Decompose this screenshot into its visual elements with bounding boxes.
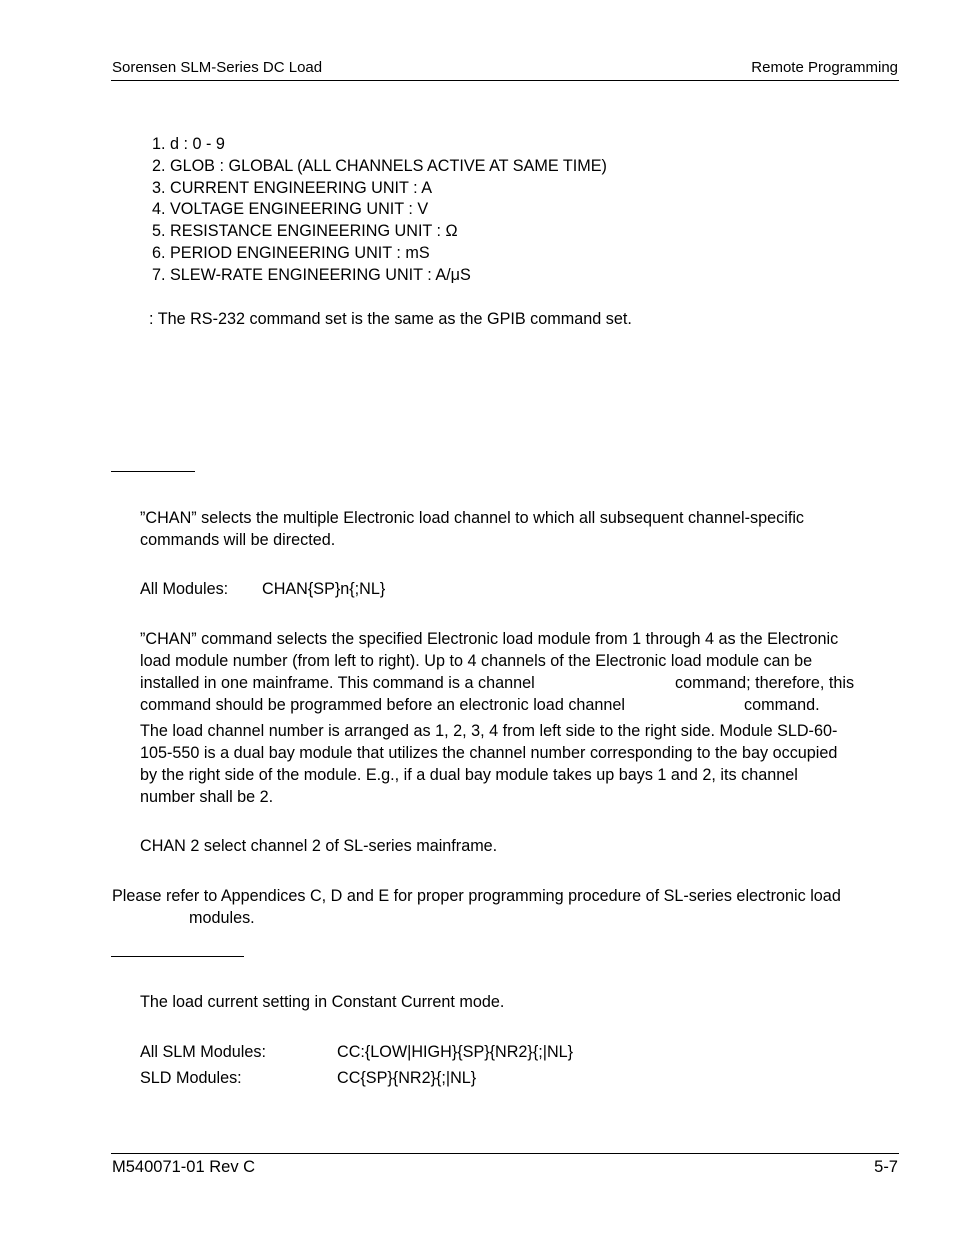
chan-description-line: command. bbox=[744, 696, 820, 714]
section-rule-cc bbox=[111, 956, 244, 957]
rs232-note: : The RS-232 command set is the same as the GPIB command set. bbox=[149, 310, 632, 328]
chan-description-line: installed in one mainframe. This command is a channel bbox=[140, 674, 535, 692]
chan-refer-note: modules. bbox=[189, 909, 255, 927]
chan-syntax-label: All Modules: bbox=[140, 580, 229, 598]
footer-rule bbox=[111, 1153, 899, 1154]
list-item: 2. GLOB : GLOBAL (ALL CHANNELS ACTIVE AT SAME TIME) bbox=[152, 156, 607, 175]
section-rule-chan bbox=[111, 471, 195, 472]
chan-channel-numbering-line: 105-550 is a dual bay module that utilizes the channel number corresponding to the bay occupied bbox=[140, 744, 838, 762]
list-item: 4. VOLTAGE ENGINEERING UNIT : V bbox=[152, 200, 429, 219]
chan-purpose-line: commands will be directed. bbox=[140, 531, 336, 549]
list-item: 1. d : 0 - 9 bbox=[152, 135, 225, 153]
list-item: 7. SLEW-RATE ENGINEERING UNIT : A/μS bbox=[152, 265, 471, 284]
chan-description-line: command; therefore, this bbox=[675, 674, 855, 692]
list-item: 3. CURRENT ENGINEERING UNIT : A bbox=[152, 178, 433, 197]
chan-example: CHAN 2 select channel 2 of SL-series mainframe. bbox=[140, 837, 498, 855]
footer-document-number: M540071-01 Rev C bbox=[112, 1158, 256, 1176]
chan-description-line: command should be programmed before an electronic load channel bbox=[140, 696, 626, 714]
header-document-title: Sorensen SLM-Series DC Load bbox=[112, 59, 323, 76]
cc-syntax-label: All SLM Modules: bbox=[140, 1043, 266, 1061]
notes-list bbox=[152, 134, 607, 287]
chan-channel-numbering-line: The load channel number is arranged as 1, 2, 3, 4 from left side to the right side. Module SLD-60- bbox=[140, 722, 838, 740]
cc-syntax-value: CC:{LOW|HIGH}{SP}{NR2}{;|NL} bbox=[337, 1043, 574, 1061]
list-item: 5. RESISTANCE ENGINEERING UNIT : Ω bbox=[152, 222, 458, 241]
chan-channel-numbering-line: by the right side of the module. E.g., if a dual bay module takes up bays 1 and 2, its channel bbox=[140, 766, 798, 784]
header-section-title: Remote Programming bbox=[751, 59, 898, 76]
cc-description: The load current setting in Constant Current mode. bbox=[140, 993, 505, 1011]
chan-description-line: ”CHAN” command selects the specified Electronic load module from 1 through 4 as the Electronic bbox=[140, 630, 839, 648]
cc-syntax-label: SLD Modules: bbox=[140, 1069, 242, 1087]
list-item: 6. PERIOD ENGINEERING UNIT : mS bbox=[152, 243, 430, 262]
cc-syntax-value: CC{SP}{NR2}{;|NL} bbox=[337, 1069, 477, 1087]
chan-purpose-line: ”CHAN” selects the multiple Electronic load channel to which all subsequent channel-specific bbox=[140, 509, 805, 527]
chan-description-line: load module number (from left to right). Up to 4 channels of the Electronic load module can be bbox=[140, 652, 813, 670]
chan-refer-note: Please refer to Appendices C, D and E for proper programming procedure of SL-series electronic load bbox=[112, 887, 841, 905]
chan-syntax-value: CHAN{SP}n{;NL} bbox=[262, 580, 386, 598]
chan-channel-numbering-line: number shall be 2. bbox=[140, 788, 274, 806]
header-rule bbox=[111, 80, 899, 81]
page-number: 5-7 bbox=[874, 1158, 898, 1176]
